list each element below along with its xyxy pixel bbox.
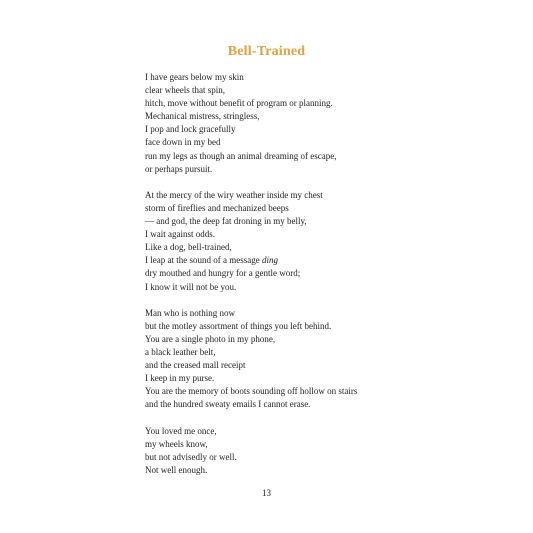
poem-line: and the hundred sweaty emails I cannot erase.: [145, 399, 311, 410]
poem-stanza: [145, 189, 445, 294]
poem-line-italic: ding: [261, 255, 278, 266]
poem-line: You loved me once,: [145, 425, 217, 436]
poem-title: Bell-Trained: [227, 44, 306, 59]
poem-line: At the mercy of the wiry weather inside my chest: [145, 189, 323, 200]
poem-stanza: [145, 71, 445, 176]
poem-line: Man who is nothing now: [145, 307, 235, 318]
poem-line: but the motley assortment of things you left behind.: [145, 320, 332, 331]
poem-line: I keep in my purse.: [145, 373, 215, 384]
poem-line: I know it will not be you.: [145, 281, 237, 292]
poem-line: dry mouthed and hungry for a gentle word;: [145, 268, 301, 279]
poem-stanza: [145, 307, 445, 412]
poem-line: face down in my bed: [145, 137, 221, 148]
poem-stanza: [145, 425, 445, 477]
poem-line: I have gears below my skin: [145, 72, 244, 82]
poem-line: Like a dog, bell-trained,: [145, 242, 232, 253]
poem-line: [145, 254, 445, 267]
poem-line: but not advisedly or well.: [145, 451, 237, 462]
poem-line: hitch, move without benefit of program or planning.: [145, 98, 333, 109]
poem-line: and the creased mall receipt: [145, 360, 246, 371]
poem-line: I wait against odds.: [145, 229, 215, 240]
poem-line: I pop and lock gracefully: [145, 124, 236, 135]
poem-line: run my legs as though an animal dreaming of escape,: [145, 150, 337, 161]
poem-body: [145, 71, 445, 490]
poem-line: — and god, the deep fat droning in my belly,: [145, 216, 307, 227]
poem-line: storm of fireflies and mechanized beeps: [145, 202, 289, 213]
poem-line: my wheels know,: [145, 438, 208, 449]
poem-line: or perhaps pursuit.: [145, 163, 213, 174]
poem-line: clear wheels that spin,: [145, 85, 225, 96]
poem-line: You are the memory of boots sounding off hollow on stairs: [145, 386, 358, 397]
page-number: 13: [262, 488, 271, 498]
poem-line: a black leather belt,: [145, 346, 216, 357]
poem-line: You are a single photo in my phone,: [145, 333, 276, 344]
poem-line: Mechanical mistress, stringless,: [145, 111, 260, 122]
poem-line-text: I leap at the sound of a message: [145, 255, 262, 266]
poem-line: Not well enough.: [145, 464, 208, 475]
